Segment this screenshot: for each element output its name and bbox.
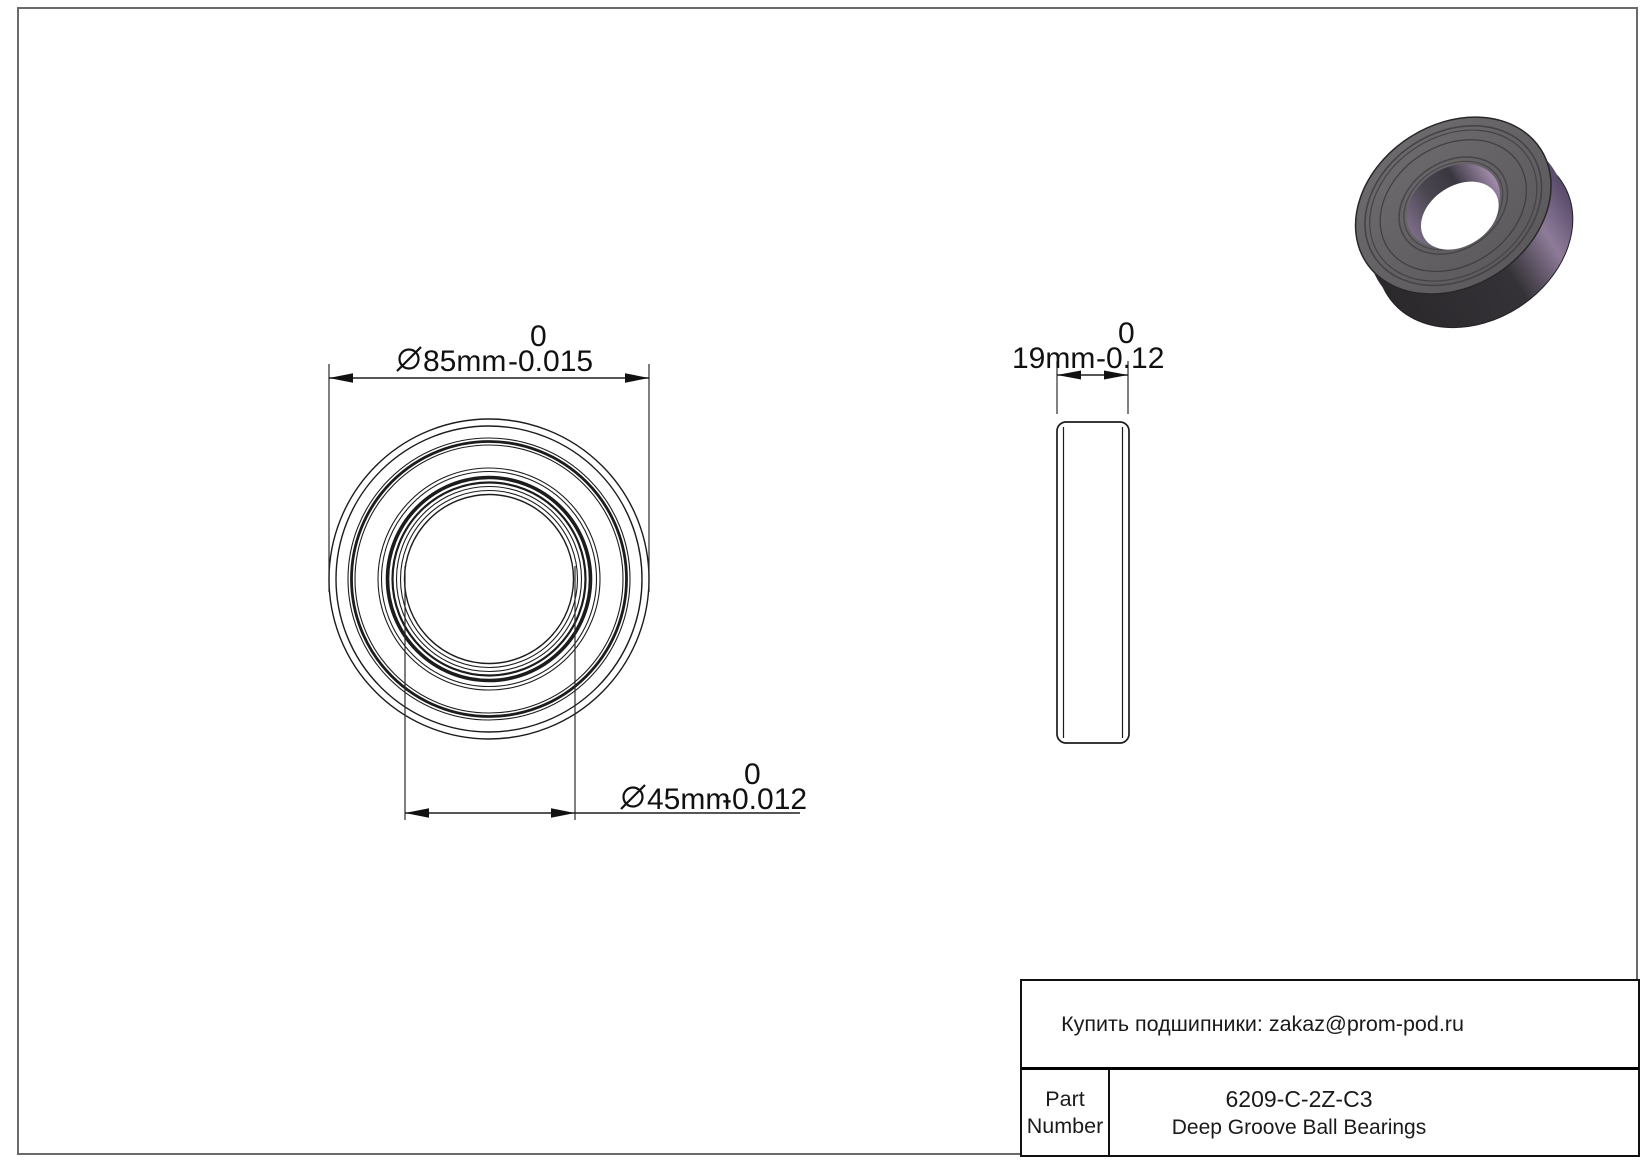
outer-diameter-circle [329, 419, 649, 739]
dimension-outer-diameter [329, 320, 649, 592]
bore-diameter-tol-upper: 0 [744, 758, 761, 791]
outer-diameter-value: 85mm [423, 345, 507, 378]
bearing-photo [1322, 81, 1606, 364]
side-view-outline [1057, 422, 1129, 743]
width-value: 19mm [1012, 342, 1096, 375]
inner-ring-face-circle [397, 487, 582, 672]
diameter-symbol-icon [397, 347, 421, 371]
outer-ring-shoulder-circle [348, 438, 630, 720]
arrowhead-right-icon [551, 808, 575, 818]
dimension-width [1012, 317, 1164, 414]
part-label-line2: Number [1026, 1114, 1104, 1138]
outer-diameter-tol-lower: -0.015 [508, 345, 594, 378]
inner-ring-shoulder-circle [393, 483, 586, 676]
arrowhead-left-icon [405, 808, 429, 818]
bore-circle [405, 495, 574, 664]
outer-diameter-tol-upper: 0 [530, 320, 547, 353]
side-view-bearing [1057, 422, 1129, 743]
part-label-line1: Part [1045, 1087, 1085, 1111]
width-tol-lower: -0.12 [1096, 342, 1165, 375]
product-type-text: Deep Groove Ball Bearings [1171, 1116, 1427, 1139]
bore-chamfer-circle [401, 491, 578, 668]
width-tol-upper: 0 [1118, 317, 1135, 350]
part-number-label-cell [1022, 1070, 1110, 1156]
title-block [1020, 979, 1640, 1157]
shield-face-circle [378, 468, 600, 690]
bore-diameter-value: 45mm [647, 783, 731, 816]
arrowhead-left-icon [329, 373, 353, 383]
title-block-contact-row [1022, 981, 1638, 1070]
part-number-value-cell [1110, 1070, 1638, 1156]
bore-diameter-tol-lower: -0.012 [722, 783, 808, 816]
shield-groove-circle [355, 445, 623, 713]
dimension-bore-diameter [405, 566, 807, 820]
shield-inner-step-circle [382, 472, 597, 687]
part-number-text: 6209-C-2Z-C3 [1225, 1086, 1373, 1112]
shield-inner-edge-circle [388, 478, 591, 681]
contact-text: Купить подшипники: zakaz@prom-pod.ru [1061, 1011, 1464, 1036]
diameter-symbol-icon [621, 785, 645, 809]
front-view-bearing [329, 419, 649, 739]
arrowhead-right-icon [625, 373, 649, 383]
title-block-part-row [1022, 1070, 1638, 1156]
